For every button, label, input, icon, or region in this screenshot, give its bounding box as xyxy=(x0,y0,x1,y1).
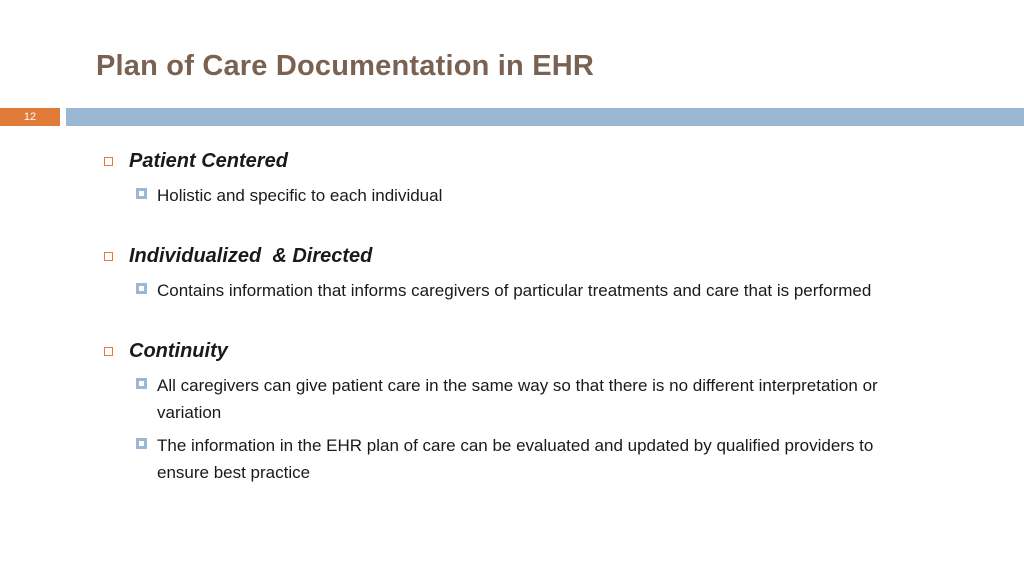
page-number-badge: 12 xyxy=(0,108,60,126)
section-heading: Individualized & Directed xyxy=(129,244,373,267)
square-bullet-icon xyxy=(136,438,147,449)
bullet-text: Holistic and specific to each individual xyxy=(157,186,443,205)
square-bullet-icon xyxy=(104,252,113,261)
slide-content xyxy=(104,146,924,486)
square-bullet-icon xyxy=(136,188,147,199)
square-bullet-icon xyxy=(136,378,147,389)
header-bar xyxy=(66,108,1024,126)
section-heading: Patient Centered xyxy=(129,149,288,172)
section-continuity xyxy=(104,336,924,486)
bullet-text: The information in the EHR plan of care can be evaluated and updated by qualified providers to ensure best practice xyxy=(157,436,874,482)
square-bullet-icon xyxy=(104,347,113,356)
section-patient-centered xyxy=(104,146,924,209)
square-bullet-icon xyxy=(104,157,113,166)
section-heading: Continuity xyxy=(129,339,228,362)
bullet-text: Contains information that informs caregivers of particular treatments and care that is performed xyxy=(157,281,872,300)
bullet-text: All caregivers can give patient care in the same way so that there is no different interpretation or variation xyxy=(157,376,878,422)
square-bullet-icon xyxy=(136,283,147,294)
section-individualized-directed xyxy=(104,241,924,304)
slide-title: Plan of Care Documentation in EHR xyxy=(96,50,595,82)
